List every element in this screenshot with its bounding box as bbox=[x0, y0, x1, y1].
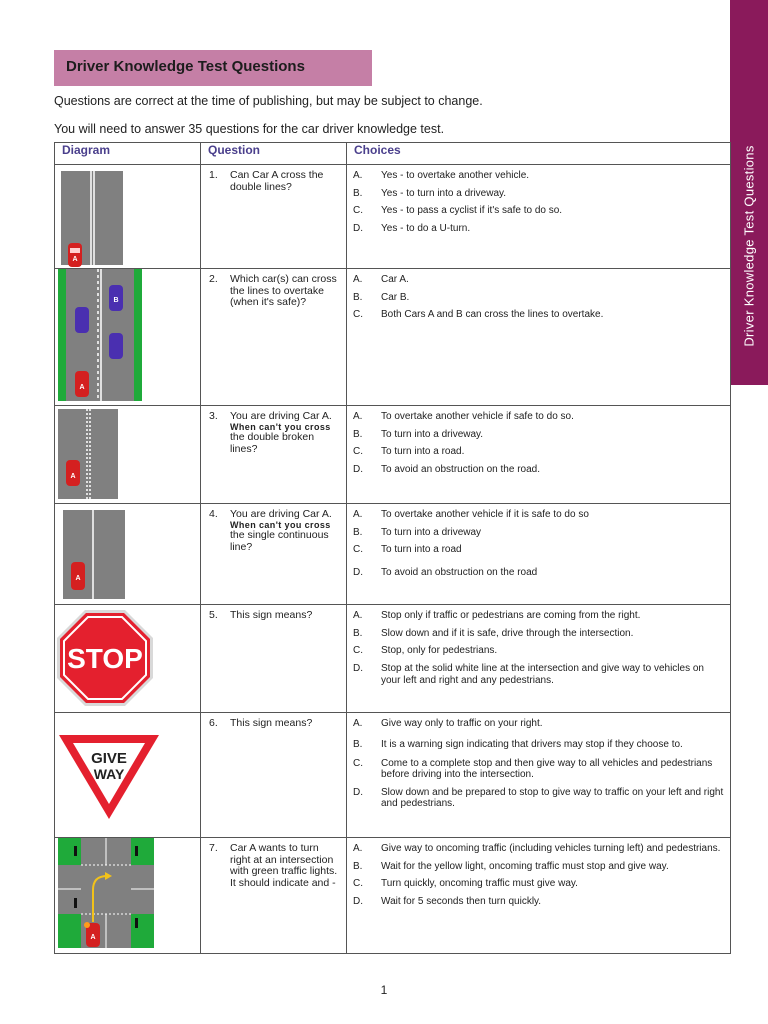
choice[interactable] bbox=[353, 544, 726, 557]
question-cell bbox=[201, 605, 347, 713]
choice-letter: B. bbox=[353, 428, 363, 440]
choice[interactable] bbox=[353, 843, 726, 856]
choice[interactable] bbox=[353, 292, 726, 305]
choice-letter: A. bbox=[353, 610, 363, 621]
choice[interactable] bbox=[353, 878, 726, 891]
road-diagram-single-line bbox=[55, 504, 199, 604]
choice-text: Car B. bbox=[381, 291, 410, 303]
diagram-cell bbox=[55, 713, 201, 838]
svg-text:A: A bbox=[90, 934, 96, 941]
question-number: 5. bbox=[209, 609, 218, 621]
choice-text: To turn into a driveway bbox=[381, 526, 482, 538]
question-number: 3. bbox=[209, 410, 218, 422]
question-cell bbox=[201, 269, 347, 406]
intro-line-2: You will need to answer 35 questions for the car driver knowledge test. bbox=[54, 122, 445, 136]
diagram-cell bbox=[55, 838, 201, 954]
choice[interactable] bbox=[353, 188, 726, 201]
choice-letter: B. bbox=[353, 860, 363, 872]
choice[interactable] bbox=[353, 509, 726, 522]
question-text: Car A wants to turn right at an intersection with green traffic lights. It should indicate and - bbox=[230, 842, 338, 889]
choice-letter: A. bbox=[353, 718, 363, 729]
choice-letter: A. bbox=[353, 274, 363, 285]
question-cell bbox=[201, 504, 347, 605]
question-text: You are driving Car A. bbox=[230, 410, 332, 422]
questions-table bbox=[54, 142, 731, 954]
road bbox=[58, 409, 118, 499]
traffic-light bbox=[135, 846, 138, 856]
choice-text: Yes - to overtake another vehicle. bbox=[381, 170, 530, 181]
choice-text: Slow down and if it is safe, drive through the intersection. bbox=[381, 627, 634, 639]
table-row bbox=[55, 406, 731, 504]
question-number: 1. bbox=[209, 169, 218, 181]
choice-text: To avoid an obstruction on the road bbox=[381, 566, 538, 578]
question-text: This sign means? bbox=[230, 717, 313, 729]
question-cell bbox=[201, 713, 347, 838]
header-choices: Choices bbox=[347, 143, 731, 165]
choice-text: Stop only if traffic or pedestrians are coming from the right. bbox=[381, 610, 641, 621]
choice-text: Wait for 5 seconds then turn quickly. bbox=[381, 895, 542, 907]
table-row bbox=[55, 838, 731, 954]
table-row bbox=[55, 269, 731, 406]
choice-letter: D. bbox=[353, 787, 363, 798]
question-emphasis: When can't you cross bbox=[230, 519, 331, 530]
question-cell bbox=[201, 838, 347, 954]
svg-text:STOP: STOP bbox=[67, 643, 143, 674]
choice-letter: A. bbox=[353, 170, 363, 181]
choice-letter: D. bbox=[353, 463, 363, 475]
choice[interactable] bbox=[353, 759, 726, 780]
stop-sign-icon bbox=[55, 605, 199, 712]
choice[interactable] bbox=[353, 645, 726, 658]
choice-text: Wait for the yellow light, oncoming traffic must stop and give way. bbox=[381, 860, 669, 872]
choices-cell bbox=[347, 165, 731, 269]
choice[interactable] bbox=[353, 628, 726, 641]
choice-letter: D. bbox=[353, 895, 363, 907]
choice-text: Yes - to do a U-turn. bbox=[381, 222, 471, 234]
choice[interactable] bbox=[353, 274, 726, 287]
choices-cell bbox=[347, 838, 731, 954]
svg-text:A: A bbox=[79, 384, 85, 391]
choice[interactable] bbox=[353, 411, 726, 424]
choice-letter: C. bbox=[353, 309, 363, 320]
choice-text: Turn quickly, oncoming traffic must give way. bbox=[381, 878, 578, 889]
svg-text:WAY: WAY bbox=[93, 766, 125, 782]
page-number: 1 bbox=[380, 983, 388, 997]
choice[interactable] bbox=[353, 610, 726, 623]
choice[interactable] bbox=[353, 170, 726, 183]
diagram-cell bbox=[55, 504, 201, 605]
choice-letter: C. bbox=[353, 645, 363, 656]
header-question: Question bbox=[201, 143, 347, 165]
intro-line-1: Questions are correct at the time of publishing, but may be subject to change. bbox=[54, 94, 483, 108]
choice-text: Come to a complete stop and then give way to all vehicles and pedestrians before driving into the intersection. bbox=[381, 758, 713, 780]
side-tab-label: Driver Knowledge Test Questions bbox=[741, 145, 757, 347]
svg-text:A: A bbox=[75, 575, 81, 582]
choice-text: To turn into a road bbox=[381, 544, 462, 555]
table-row bbox=[55, 165, 731, 269]
road-diagram-double-lines bbox=[55, 165, 199, 268]
question-text: This sign means? bbox=[230, 609, 313, 621]
choice[interactable] bbox=[353, 861, 726, 874]
choices-cell bbox=[347, 406, 731, 504]
choice-text: To turn into a road. bbox=[381, 446, 465, 457]
choice-text: To avoid an obstruction on the road. bbox=[381, 463, 540, 475]
question-emphasis: When can't you cross bbox=[230, 421, 331, 432]
choice[interactable] bbox=[353, 788, 726, 809]
choice[interactable] bbox=[353, 739, 726, 752]
road-diagram-broken-lines bbox=[55, 406, 199, 503]
choice-text: Stop, only for pedestrians. bbox=[381, 645, 498, 656]
question-text: Which car(s) can cross the lines to overtake (when it's safe)? bbox=[230, 273, 337, 309]
choice-text: Stop at the solid white line at the intersection and give way to vehicles on your left and right and any pedestrians. bbox=[381, 662, 704, 686]
table-row bbox=[55, 605, 731, 713]
question-number: 4. bbox=[209, 508, 218, 520]
question-number: 6. bbox=[209, 717, 218, 729]
question-number: 2. bbox=[209, 273, 218, 285]
choices-cell bbox=[347, 269, 731, 406]
car bbox=[75, 307, 89, 333]
choice-letter: A. bbox=[353, 509, 363, 520]
svg-text:A: A bbox=[70, 473, 76, 480]
intersection-diagram bbox=[55, 838, 199, 953]
question-cell bbox=[201, 406, 347, 504]
choice-text: Yes - to turn into a driveway. bbox=[381, 187, 507, 199]
choice[interactable] bbox=[353, 718, 726, 731]
question-text-cont: the single continuous line? bbox=[230, 529, 329, 553]
choice-text: To overtake another vehicle if safe to do so. bbox=[381, 411, 574, 422]
choice[interactable] bbox=[353, 567, 726, 580]
diagram-cell bbox=[55, 406, 201, 504]
choice-letter: D. bbox=[353, 566, 363, 578]
diagram-cell bbox=[55, 605, 201, 713]
choice-letter: C. bbox=[353, 205, 363, 216]
choice[interactable] bbox=[353, 223, 726, 236]
choice[interactable] bbox=[353, 527, 726, 540]
car-a bbox=[66, 460, 80, 486]
question-number: 7. bbox=[209, 842, 218, 854]
choice-letter: B. bbox=[353, 627, 363, 639]
svg-text:A: A bbox=[72, 256, 78, 263]
choice-letter: B. bbox=[353, 187, 363, 199]
traffic-light bbox=[135, 918, 138, 928]
choice-text: Slow down and be prepared to stop to give way to traffic on your left and right and pedestrians. bbox=[381, 787, 724, 809]
traffic-light bbox=[74, 846, 77, 856]
choice-letter: A. bbox=[353, 411, 363, 422]
choice[interactable] bbox=[353, 896, 726, 909]
traffic-light bbox=[74, 898, 77, 908]
title-banner bbox=[54, 50, 372, 86]
question-text: Can Car A cross the double lines? bbox=[230, 169, 324, 193]
car-a bbox=[84, 922, 100, 947]
car-a bbox=[68, 243, 82, 267]
svg-text:B: B bbox=[113, 297, 119, 304]
page-title: Driver Knowledge Test Questions bbox=[66, 58, 305, 75]
choice[interactable] bbox=[353, 205, 726, 218]
choices-cell bbox=[347, 504, 731, 605]
choice-text: To turn into a driveway. bbox=[381, 428, 484, 440]
choice-letter: B. bbox=[353, 738, 363, 750]
choice-letter: D. bbox=[353, 662, 363, 674]
table-row bbox=[55, 504, 731, 605]
car-a bbox=[75, 371, 89, 397]
choice-letter: C. bbox=[353, 758, 363, 769]
car bbox=[109, 333, 123, 359]
choice[interactable] bbox=[353, 429, 726, 442]
choice-letter: B. bbox=[353, 526, 363, 538]
choices-cell bbox=[347, 605, 731, 713]
give-way-sign-icon bbox=[55, 713, 199, 837]
choice-letter: A. bbox=[353, 843, 363, 854]
choice[interactable] bbox=[353, 309, 726, 322]
car-a bbox=[71, 562, 85, 590]
diagram-cell bbox=[55, 165, 201, 269]
choice-text: Both Cars A and B can cross the lines to overtake. bbox=[381, 309, 604, 320]
choice-letter: D. bbox=[353, 222, 363, 234]
choices-cell bbox=[347, 713, 731, 838]
road-diagram-overtake-lines bbox=[55, 269, 199, 405]
choice-text: Give way only to traffic on your right. bbox=[381, 718, 543, 729]
question-text: You are driving Car A. bbox=[230, 508, 332, 520]
choice-letter: C. bbox=[353, 446, 363, 457]
choice[interactable] bbox=[353, 663, 726, 688]
header-diagram: Diagram bbox=[55, 143, 201, 165]
choice-text: It is a warning sign indicating that drivers may stop if they choose to. bbox=[381, 738, 683, 750]
table-row bbox=[55, 713, 731, 838]
diagram-cell bbox=[55, 269, 201, 406]
choice-letter: B. bbox=[353, 291, 363, 303]
choice[interactable] bbox=[353, 464, 726, 477]
choice-letter: C. bbox=[353, 878, 363, 889]
choice[interactable] bbox=[353, 446, 726, 459]
svg-text:GIVE: GIVE bbox=[91, 750, 127, 767]
choice-text: Give way to oncoming traffic (including vehicles turning left) and pedestrians. bbox=[381, 843, 721, 854]
choice-text: To overtake another vehicle if it is safe to do so bbox=[381, 509, 589, 520]
choice-text: Car A. bbox=[381, 274, 409, 285]
table-header-row bbox=[55, 143, 731, 165]
question-cell bbox=[201, 165, 347, 269]
car-b bbox=[109, 285, 123, 311]
choice-letter: C. bbox=[353, 544, 363, 555]
choice-text: Yes - to pass a cyclist if it's safe to do so. bbox=[381, 205, 563, 216]
question-text-cont: the double broken lines? bbox=[230, 431, 315, 455]
